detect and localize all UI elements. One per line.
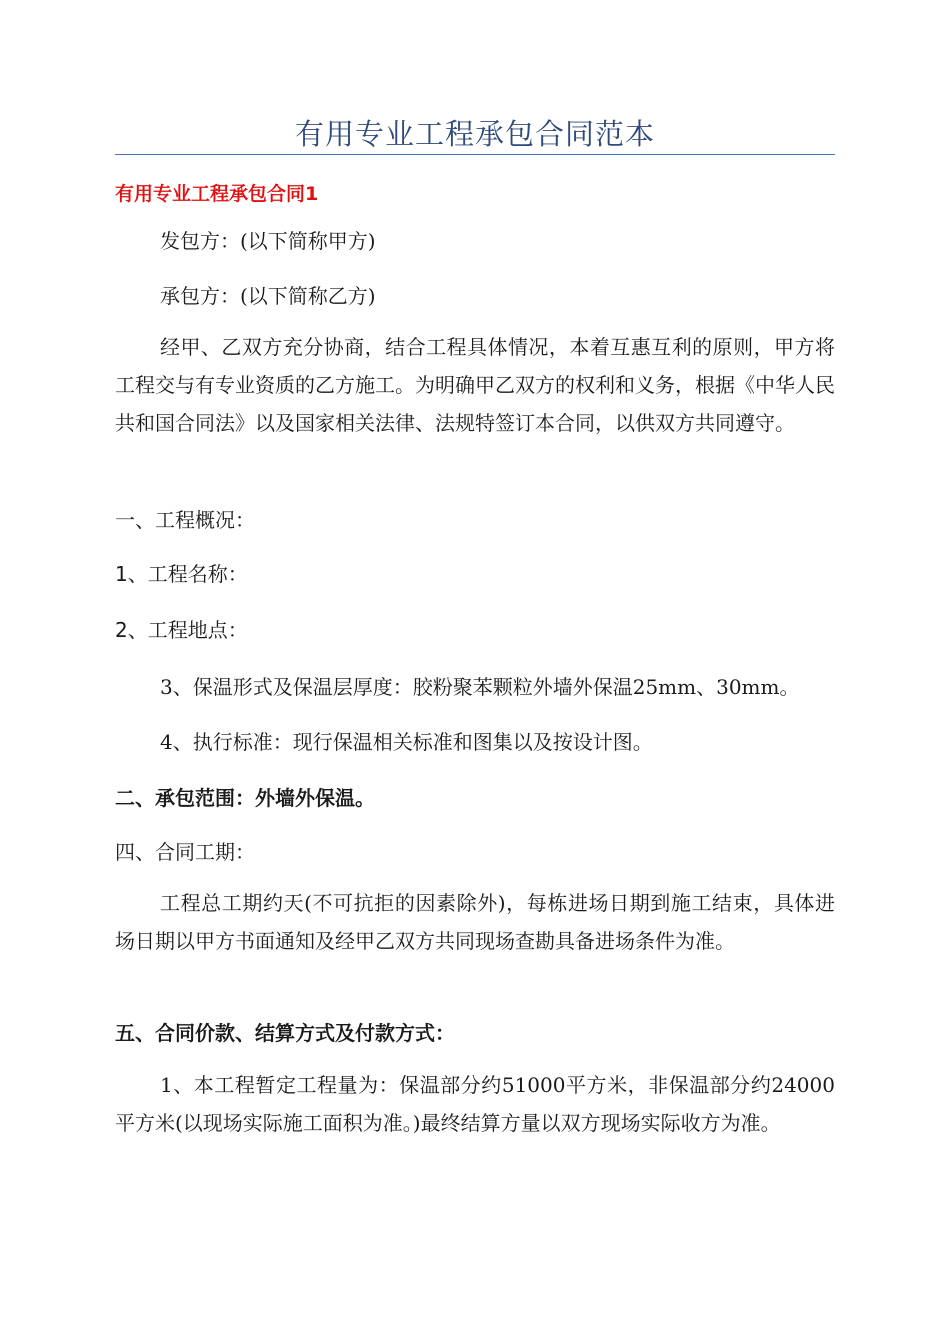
overview-heading: 一、工程概况：	[115, 508, 255, 532]
period-heading: 四、合同工期：	[115, 840, 255, 864]
project-location-line: 2、工程地点：	[115, 618, 248, 642]
project-name-line: 1、工程名称：	[115, 562, 248, 586]
section-heading: 有用专业工程承包合同1	[115, 183, 319, 205]
document-title: 有用专业工程承包合同范本	[294, 117, 655, 151]
party-b-line: 承包方：(以下简称乙方)	[160, 284, 376, 308]
party-a-line: 发包方：(以下简称甲方)	[160, 229, 376, 253]
scope-heading: 二、承包范围：外墙外保温。	[115, 786, 375, 810]
insulation-line: 3、保温形式及保温层厚度：胶粉聚苯颗粒外墙外保温25mm、30mm。	[160, 675, 800, 699]
title-underline	[115, 154, 835, 155]
price-heading: 五、合同价款、结算方式及付款方式：	[115, 1021, 455, 1045]
intro-paragraph: 经甲、乙双方充分协商，结合工程具体情况，本着互惠互利的原则，甲方将工程交与有专业资质的乙方施工。为明确甲乙双方的权利和义务，根据《中华人民共和国合同法》以及国家相关法律、法规特签订本合同，以供双方共同遵守。	[115, 335, 835, 435]
standard-line: 4、执行标准：现行保温相关标准和图集以及按设计图。	[160, 730, 653, 754]
price-paragraph: 1、本工程暂定工程量为：保温部分约51000平方米，非保温部分约24000平方米(以现场实际施工面积为准。)最终结算方量以双方现场实际收方为准。	[115, 1073, 835, 1135]
period-paragraph: 工程总工期约天(不可抗拒的因素除外)，每栋进场日期到施工结束，具体进场日期以甲方书面通知及经甲乙双方共同现场查勘具备进场条件为准。	[115, 891, 835, 953]
